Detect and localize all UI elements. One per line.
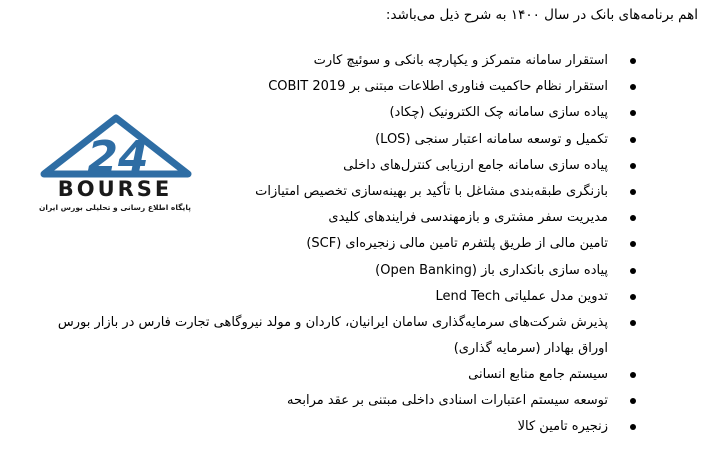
- list-item-text: پیاده سازی سامانه چک الکترونیک (چکاد): [389, 105, 608, 121]
- list-item-text: تدوین مدل عملیاتی Lend Tech: [435, 288, 608, 304]
- bullet-icon: [630, 241, 636, 247]
- bullet-icon: [630, 398, 636, 404]
- list-item-text: تامین مالی از طریق پلتفرم تامین مالی زنجیره‌ای (SCF): [306, 236, 608, 252]
- list-item-text: سیستم جامع منابع انسانی: [468, 367, 608, 383]
- list-item: [26, 388, 636, 414]
- bullet-icon: [630, 189, 636, 195]
- bullet-icon: [630, 110, 636, 116]
- list-item: [26, 284, 636, 310]
- list-item-text: پذیرش شرکت‌های سرمایه‌گذاری سامان ایرانیان، کاردان و مولد نیروگاهی تجارت فارس در بازار بورس اوراق بهادار (سرمایه گذاری): [57, 315, 608, 357]
- list-item: [26, 258, 636, 284]
- bullet-icon: [630, 84, 636, 90]
- intro-paragraph: اهم برنامه‌های بانک در سال ۱۴۰۰ به شرح ذیل می‌باشد:: [385, 7, 698, 23]
- bourse24-logo-image: [22, 112, 208, 214]
- bullet-icon: [630, 163, 636, 169]
- logo-number: 24: [87, 132, 149, 183]
- logo-wordmark: BOURSE: [57, 177, 173, 201]
- list-item-text: زنجیره تامین کالا: [517, 419, 608, 435]
- list-item-text: تکمیل و توسعه سامانه اعتبار سنجی (LOS): [375, 131, 608, 147]
- bullet-icon: [630, 294, 636, 300]
- bullet-icon: [630, 137, 636, 143]
- bourse24-logo: [22, 112, 208, 214]
- program-list: [26, 48, 636, 441]
- bullet-icon: [630, 58, 636, 64]
- list-item-text: پیاده سازی سامانه جامع ارزیابی کنترل‌های داخلی: [343, 157, 608, 173]
- list-item-text: بازنگری طبقه‌بندی مشاغل با تأکید بر بهینه‌سازی تخصیص امتیازات: [255, 184, 608, 200]
- list-item-text: مدیریت سفر مشتری و بازمهندسی فرایندهای کلیدی: [328, 210, 608, 226]
- list-item-text: توسعه سیستم اعتبارات اسنادی داخلی مبتنی بر عقد مرابحه: [287, 393, 608, 409]
- logo-tagline: پایگاه اطلاع رسانی و تحلیلی بورس ایران: [39, 203, 191, 212]
- list-item-text: پیاده سازی بانکداری باز (Open Banking): [375, 262, 608, 278]
- bullet-icon: [630, 372, 636, 378]
- bullet-icon: [630, 268, 636, 274]
- bullet-icon: [630, 320, 636, 326]
- list-item: [26, 48, 636, 74]
- list-item: [26, 310, 636, 362]
- list-item: [26, 74, 636, 100]
- bullet-icon: [630, 424, 636, 430]
- list-item: [26, 414, 636, 440]
- list-item-text: استقرار سامانه متمرکز و یکپارچه بانکی و سوئیچ کارت: [313, 53, 608, 68]
- bullet-icon: [630, 215, 636, 221]
- list-item: [26, 231, 636, 257]
- list-item-text: استقرار نظام حاکمیت فناوری اطلاعات مبتنی بر COBIT 2019: [268, 79, 608, 95]
- list-item: [26, 362, 636, 388]
